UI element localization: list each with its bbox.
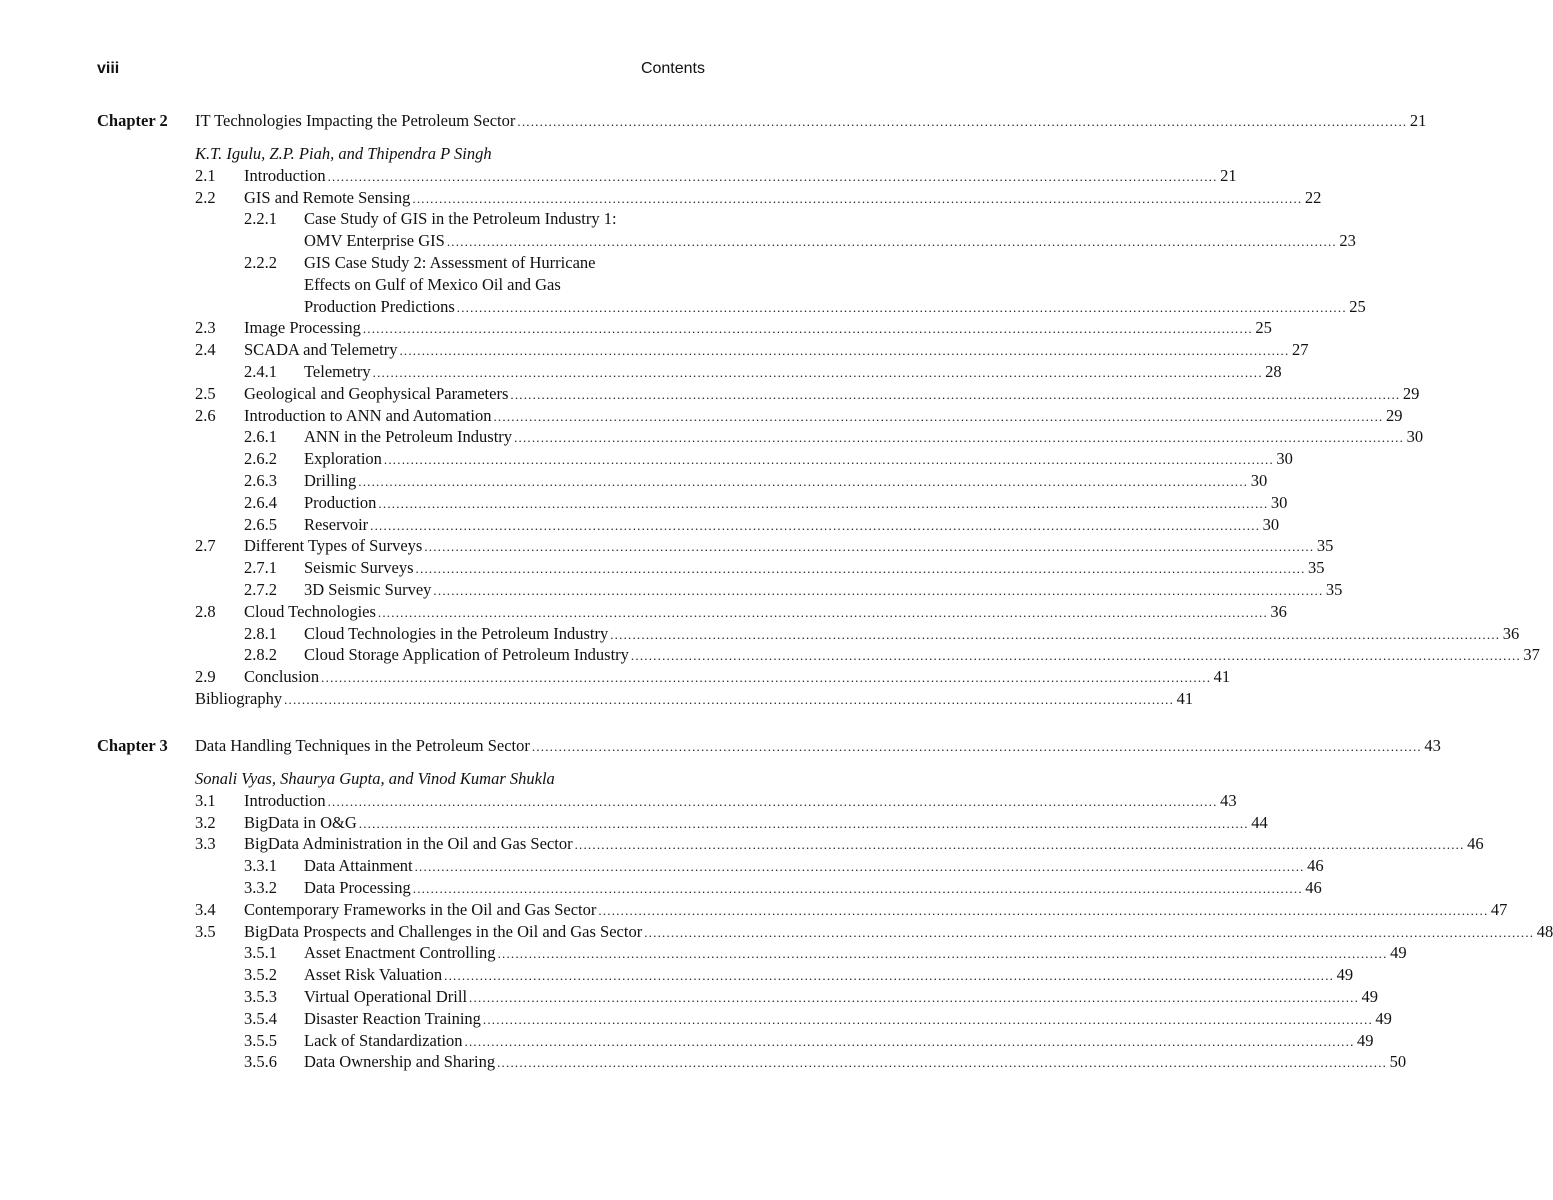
toc-entry[interactable]: [97, 1008, 1392, 1030]
section-title-wrap: [304, 426, 1405, 449]
section-title: BigData in O&G: [244, 812, 357, 832]
toc-entry[interactable]: [97, 812, 1268, 834]
section-title: Disaster Reaction Training: [304, 1008, 481, 1028]
dot-leader: ........................................................................................................................................................................................................: [510, 386, 1401, 402]
section-title: Asset Risk Valuation: [304, 965, 443, 985]
page-ref: 21: [1409, 111, 1427, 130]
dot-leader: ........................................................................................................................................................................................................: [414, 859, 1305, 875]
section-title: ANN in the Petroleum Industry: [304, 427, 513, 447]
chapter-2-section: [97, 110, 1540, 710]
dot-leader: ........................................................................................................................................................................................................: [456, 299, 1347, 315]
dot-leader: ........................................................................................................................................................................................................: [327, 168, 1218, 184]
section-title-wrap: [244, 812, 1250, 835]
chapter-heading: [97, 110, 1427, 132]
section-title-wrap: [195, 735, 1423, 758]
section-title: Data Ownership and Sharing: [304, 1052, 496, 1072]
section-title-wrap: [304, 448, 1275, 471]
section-title-wrap: [304, 230, 1338, 253]
chapter-3-section: [97, 735, 1553, 1073]
section-number: 3.5: [195, 921, 216, 941]
section-title-wrap: [304, 623, 1501, 646]
section-title-wrap: [304, 296, 1348, 319]
section-title: Lack of Standardization: [304, 1030, 463, 1050]
section-title-wrap: [304, 557, 1307, 580]
section-number: 2.6.2: [244, 449, 277, 469]
toc-entry[interactable]: [97, 986, 1379, 1008]
chapter-label: Chapter 2: [97, 111, 168, 130]
page-ref: 22: [1304, 187, 1322, 207]
toc-entry[interactable]: [97, 644, 1540, 666]
dot-leader: ........................................................................................................................................................................................................: [415, 561, 1306, 577]
section-number: 2.3: [195, 318, 216, 338]
dot-leader: ........................................................................................................................................................................................................: [497, 1055, 1388, 1071]
section-title: Introduction: [244, 790, 326, 810]
running-title: Contents: [640, 60, 705, 77]
section-title-line: Case Study of GIS in the Petroleum Industry 1: 2.2.1: [244, 209, 617, 229]
dot-leader: ........................................................................................................................................................................................................: [531, 739, 1422, 754]
section-title: Data Attainment: [304, 856, 413, 876]
bibliography-entry[interactable]: [97, 688, 1194, 710]
section-title: Cloud Storage Application of Petroleum Industry: [304, 645, 629, 665]
section-number: 3.2: [195, 812, 216, 832]
page-ref: 35: [1325, 579, 1343, 599]
toc-entry[interactable]: [97, 230, 1356, 252]
section-title: Production: [304, 492, 377, 512]
dot-leader: ........................................................................................................................................................................................................: [630, 648, 1521, 664]
section-number: 2.7.1: [244, 558, 277, 578]
dot-leader: ........................................................................................................................................................................................................: [362, 321, 1253, 337]
dot-leader: ........................................................................................................................................................................................................: [378, 495, 1269, 511]
section-title: BigData Prospects and Challenges in the Oil and Gas Sector: [244, 921, 643, 941]
toc-entry[interactable]: [97, 623, 1520, 645]
toc-entry[interactable]: [97, 187, 1322, 209]
page-ref: 30: [1250, 470, 1268, 490]
toc-entry[interactable]: [97, 339, 1309, 361]
dot-leader: ........................................................................................................................................................................................................: [424, 539, 1315, 555]
chapter-label: Chapter 3: [97, 736, 168, 755]
section-number: 2.8.1: [244, 623, 277, 643]
section-title: Introduction to ANN and Automation: [244, 405, 492, 425]
chapter-authors: Sonali Vyas, Shaurya Gupta, and Vinod Kumar Shukla: [195, 768, 555, 788]
section-number: 2.2: [195, 187, 216, 207]
page-ref: 49: [1361, 986, 1379, 1006]
section-title: Cloud Technologies: [244, 601, 376, 621]
section-number: 2.6.4: [244, 492, 277, 512]
section-number: 2.6.5: [244, 514, 277, 534]
toc-entry[interactable]: [97, 833, 1484, 855]
page-ref: 30: [1276, 449, 1293, 469]
section-title: OMV Enterprise GIS: [304, 231, 445, 251]
section-number: 3.5.5: [244, 1030, 277, 1050]
section-title: Data Processing: [304, 877, 411, 897]
dot-leader: ........................................................................................................................................................................................................: [574, 837, 1465, 853]
dot-leader: ........................................................................................................................................................................................................: [327, 793, 1218, 809]
section-title-wrap: [304, 361, 1264, 384]
section-number: 3.5.3: [244, 986, 277, 1006]
dot-leader: ........................................................................................................................................................................................................: [469, 989, 1360, 1005]
section-title-wrap: [304, 964, 1335, 987]
section-title: Different Types of Surveys: [244, 536, 423, 556]
page-ref: 41: [1213, 667, 1231, 687]
dot-leader: ........................................................................................................................................................................................................: [399, 343, 1290, 359]
page-ref: 27: [1291, 340, 1309, 360]
toc-entry[interactable]: [97, 921, 1553, 943]
section-title-wrap: [304, 855, 1306, 878]
section-number: 3.3.1: [244, 856, 277, 876]
section-title-wrap: [304, 514, 1261, 537]
page-ref: 30: [1262, 514, 1280, 534]
page-ref: 46: [1467, 834, 1484, 854]
toc-entry[interactable]: [97, 470, 1268, 492]
toc-entry[interactable]: [97, 535, 1334, 557]
dot-leader: ........................................................................................................................................................................................................: [284, 691, 1175, 707]
section-number: 2.6.3: [244, 470, 277, 490]
page-ref: 50: [1389, 1052, 1407, 1072]
dot-leader: ........................................................................................................................................................................................................: [598, 902, 1489, 918]
dot-leader: ........................................................................................................................................................................................................: [372, 364, 1263, 380]
section-title: GIS and Remote Sensing: [244, 187, 411, 207]
section-number: 2.7: [195, 536, 216, 556]
toc-entry[interactable]: [97, 165, 1237, 187]
section-title: Reservoir: [304, 514, 369, 534]
section-title-wrap: [304, 1008, 1374, 1031]
section-title: Virtual Operational Drill: [304, 986, 468, 1006]
section-title-wrap: [304, 644, 1522, 667]
section-number: 2.4: [195, 340, 216, 360]
section-number: 2.4.1: [244, 361, 277, 381]
dot-leader: ........................................................................................................................................................................................................: [358, 815, 1249, 831]
section-title-wrap: [244, 833, 1466, 856]
section-number: 3.3: [195, 834, 216, 854]
chapter-heading: [97, 735, 1441, 757]
page-ref: 25: [1255, 318, 1272, 338]
section-title-wrap: [244, 790, 1219, 813]
section-title-wrap: [244, 187, 1303, 210]
section-title-wrap: [244, 666, 1212, 689]
dot-leader: ........................................................................................................................................................................................................: [444, 968, 1335, 984]
page-header: [97, 60, 705, 84]
dot-leader: ........................................................................................................................................................................................................: [383, 452, 1274, 468]
section-title-wrap: [304, 986, 1360, 1009]
section-number: 3.5.1: [244, 943, 277, 963]
toc-entry[interactable]: [97, 877, 1322, 899]
page-ref: 48: [1536, 921, 1553, 941]
page-ref: 46: [1307, 856, 1324, 876]
section-number: 2.5: [195, 383, 216, 403]
section-number: 2.7.2: [244, 579, 277, 599]
dot-leader: ........................................................................................................................................................................................................: [370, 517, 1261, 533]
page-ref: 44: [1251, 812, 1268, 832]
page-ref: 30: [1406, 427, 1424, 447]
section-title-wrap: [304, 470, 1249, 493]
page-ref: 37: [1523, 645, 1540, 665]
section-title-wrap: [304, 877, 1304, 900]
dot-leader: ........................................................................................................................................................................................................: [644, 924, 1535, 940]
page-ref: 35: [1316, 536, 1334, 556]
section-number: 2.9: [195, 667, 216, 687]
toc-entry[interactable]: [97, 942, 1407, 964]
section-number: 2.8.2: [244, 645, 277, 665]
chapter-authors: K.T. Igulu, Z.P. Piah, and Thipendra P Singh: [195, 143, 492, 163]
dot-leader: ........................................................................................................................................................................................................: [321, 670, 1212, 686]
section-title: Introduction: [244, 165, 326, 185]
dot-leader: ........................................................................................................................................................................................................: [497, 946, 1388, 962]
section-number: 2.6: [195, 405, 216, 425]
page-ref: 29: [1402, 383, 1420, 403]
section-title-wrap: [304, 1030, 1356, 1053]
toc-entry[interactable]: [97, 405, 1403, 427]
section-title: Image Processing: [244, 318, 361, 338]
section-title-wrap: [244, 601, 1269, 624]
toc-entry[interactable]: [97, 899, 1508, 921]
dot-leader: ........................................................................................................................................................................................................: [464, 1033, 1355, 1049]
page-ref: 28: [1265, 361, 1282, 381]
page-ref: 47: [1490, 899, 1508, 919]
section-title-wrap: [304, 579, 1324, 602]
page-ref: 43: [1424, 736, 1441, 755]
toc-entry[interactable]: [97, 296, 1366, 318]
section-title-wrap: [195, 110, 1408, 133]
section-number: 3.5.4: [244, 1008, 277, 1028]
section-title: BigData Administration in the Oil and Gas Sector: [244, 834, 573, 854]
toc-entry[interactable]: [97, 448, 1293, 470]
section-title-line: Effects on Gulf of Mexico Oil and Gas: [304, 274, 561, 294]
section-title: Production Predictions: [304, 296, 455, 316]
page-ref: 30: [1270, 492, 1288, 512]
dot-leader: ........................................................................................................................................................................................................: [482, 1011, 1373, 1027]
section-title-wrap: [244, 339, 1290, 362]
section-number: 3.3.2: [244, 877, 277, 897]
toc-entry[interactable]: [97, 1051, 1407, 1073]
page-ref: 49: [1357, 1030, 1374, 1050]
section-title: Contemporary Frameworks in the Oil and Gas Sector: [244, 899, 597, 919]
section-title-wrap: [304, 1051, 1388, 1074]
dot-leader: ........................................................................................................................................................................................................: [446, 234, 1337, 250]
section-title: Telemetry: [304, 361, 371, 381]
section-title-wrap: [195, 688, 1175, 711]
toc-entry[interactable]: [97, 790, 1237, 812]
section-title: Seismic Surveys: [304, 558, 414, 578]
chapter-title-entry[interactable]: [97, 735, 1441, 757]
toc-entry[interactable]: [97, 855, 1324, 877]
dot-leader: ........................................................................................................................................................................................................: [377, 604, 1268, 620]
toc-entry[interactable]: [97, 361, 1282, 383]
section-number: 3.5.2: [244, 965, 277, 985]
toc-entry[interactable]: [97, 557, 1325, 579]
toc-entry[interactable]: [97, 964, 1354, 986]
dot-leader: ........................................................................................................................................................................................................: [358, 473, 1249, 489]
toc-entry[interactable]: [97, 666, 1231, 688]
section-title: Geological and Geophysical Parameters: [244, 383, 509, 403]
dot-leader: ........................................................................................................................................................................................................: [412, 880, 1303, 896]
page-ref: 36: [1270, 601, 1287, 621]
section-title-wrap: [244, 921, 1535, 944]
section-title-wrap: [244, 899, 1489, 922]
section-title: Exploration: [304, 449, 382, 469]
section-number: 3.5.6: [244, 1052, 277, 1072]
section-title: Data Handling Techniques in the Petroleum Sector: [195, 736, 530, 755]
section-title: Asset Enactment Controlling: [304, 943, 496, 963]
section-title-wrap: [244, 317, 1254, 340]
toc-entry[interactable]: [97, 514, 1280, 536]
page-ref: 25: [1349, 296, 1366, 316]
page-ref: 36: [1502, 623, 1520, 643]
dot-leader: ........................................................................................................................................................................................................: [433, 582, 1324, 598]
dot-leader: ........................................................................................................................................................................................................: [412, 190, 1303, 206]
section-number: 2.8: [195, 601, 216, 621]
dot-leader: ........................................................................................................................................................................................................: [610, 626, 1501, 642]
page-ref: 46: [1305, 877, 1322, 897]
chapter-title-entry[interactable]: [97, 110, 1427, 132]
section-number: 3.1: [195, 790, 216, 810]
section-title: IT Technologies Impacting the Petroleum Sector: [195, 111, 516, 130]
page-ref: 49: [1336, 965, 1354, 985]
section-number: 2.2.1: [244, 209, 277, 229]
toc-entry[interactable]: [97, 1030, 1374, 1052]
page-ref: 49: [1390, 943, 1407, 963]
dot-leader: ........................................................................................................................................................................................................: [514, 430, 1405, 446]
page-ref: 35: [1308, 558, 1325, 578]
page-ref: 29: [1385, 405, 1403, 425]
section-title-wrap: [244, 535, 1315, 558]
section-title-line: GIS Case Study 2: Assessment of Hurricane 2.2.2: [244, 252, 596, 272]
section-title: 3D Seismic Survey: [304, 579, 432, 599]
section-title: Cloud Technologies in the Petroleum Industry: [304, 623, 609, 643]
page-ref: 41: [1176, 688, 1194, 708]
page-ref: 43: [1220, 790, 1237, 810]
toc-entry[interactable]: [97, 383, 1420, 405]
toc-entry[interactable]: [97, 601, 1287, 623]
page-ref: 49: [1375, 1008, 1392, 1028]
toc-entry[interactable]: [97, 426, 1424, 448]
section-title: SCADA and Telemetry: [244, 340, 398, 360]
section-number: 3.4: [195, 899, 216, 919]
dot-leader: ........................................................................................................................................................................................................: [517, 114, 1408, 129]
page-number: viii: [97, 60, 120, 77]
section-title-wrap: [304, 942, 1389, 965]
page-ref: 23: [1339, 231, 1356, 251]
section-number: 2.6.1: [244, 427, 277, 447]
toc-entry[interactable]: [97, 492, 1288, 514]
page-ref: 21: [1220, 165, 1237, 185]
toc-entry[interactable]: [97, 317, 1272, 339]
section-title: Bibliography: [195, 688, 283, 708]
toc-entry[interactable]: [97, 579, 1343, 601]
section-title-wrap: [244, 405, 1384, 428]
section-title: Conclusion: [244, 667, 320, 687]
section-number: 2.2.2: [244, 252, 277, 272]
section-title: Drilling: [304, 470, 357, 490]
section-title-wrap: [244, 383, 1401, 406]
section-title-wrap: [304, 492, 1269, 515]
section-number: 2.1: [195, 165, 216, 185]
section-title-wrap: [244, 165, 1219, 188]
dot-leader: ........................................................................................................................................................................................................: [493, 408, 1384, 424]
